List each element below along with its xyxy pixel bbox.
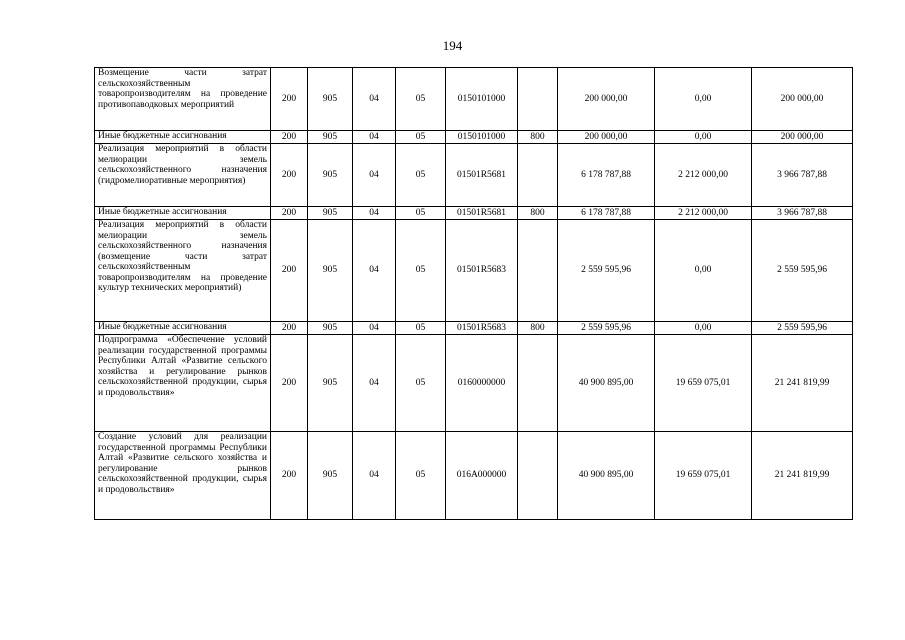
budget-table bbox=[94, 67, 853, 520]
cell-amount-3: 200 000,00 bbox=[752, 68, 853, 131]
cell-code: 200 bbox=[271, 144, 308, 207]
table-row bbox=[95, 207, 853, 220]
cell-code: 200 bbox=[271, 68, 308, 131]
cell-code: 200 bbox=[271, 335, 308, 432]
cell-amount-3: 2 559 595,96 bbox=[752, 322, 853, 335]
cell-section: 04 bbox=[353, 220, 396, 322]
cell-subsection: 05 bbox=[396, 207, 446, 220]
cell-name: Создание условий для реализации государственной программы Республики Алтай «Развитие сельского хозяйства и регулирование рынков сельскохозяйственной продукции, сырья и продовольствия» bbox=[95, 432, 271, 520]
cell-ministry: 905 bbox=[308, 322, 353, 335]
cell-amount-2: 19 659 075,01 bbox=[655, 432, 752, 520]
table-row bbox=[95, 220, 853, 322]
cell-target-article: 01501R5683 bbox=[446, 322, 518, 335]
cell-amount-3: 200 000,00 bbox=[752, 131, 853, 144]
cell-amount-2: 0,00 bbox=[655, 322, 752, 335]
cell-amount-total: 40 900 895,00 bbox=[558, 335, 655, 432]
cell-name: Подпрограмма «Обеспечение условий реализации государственной программы Республики Алтай «Развитие сельского хозяйства и регулирование рынков сельскохозяйственной продукции, сырья и продовольствия» bbox=[95, 335, 271, 432]
cell-name: Реализация мероприятий в области мелиорации земель сельскохозяйственного назначения (гидромелиоративные мероприятия) bbox=[95, 144, 271, 207]
cell-name: Возмещение части затрат сельскохозяйственным товаропроизводителям на проведение противопаводковых мероприятий bbox=[95, 68, 271, 131]
cell-expense-type bbox=[518, 335, 558, 432]
cell-target-article: 0160000000 bbox=[446, 335, 518, 432]
cell-expense-type: 800 bbox=[518, 322, 558, 335]
cell-subsection: 05 bbox=[396, 144, 446, 207]
cell-name: Иные бюджетные ассигнования bbox=[95, 322, 271, 335]
cell-section: 04 bbox=[353, 322, 396, 335]
cell-ministry: 905 bbox=[308, 335, 353, 432]
cell-section: 04 bbox=[353, 144, 396, 207]
table-row bbox=[95, 335, 853, 432]
cell-code: 200 bbox=[271, 432, 308, 520]
table-row bbox=[95, 68, 853, 131]
cell-ministry: 905 bbox=[308, 207, 353, 220]
budget-table-body bbox=[95, 68, 853, 520]
cell-target-article: 01501R5683 bbox=[446, 220, 518, 322]
cell-target-article: 01501R5681 bbox=[446, 207, 518, 220]
cell-amount-3: 21 241 819,99 bbox=[752, 432, 853, 520]
cell-name: Иные бюджетные ассигнования bbox=[95, 131, 271, 144]
cell-subsection: 05 bbox=[396, 322, 446, 335]
cell-amount-total: 6 178 787,88 bbox=[558, 207, 655, 220]
table-row bbox=[95, 322, 853, 335]
cell-amount-total: 200 000,00 bbox=[558, 131, 655, 144]
cell-ministry: 905 bbox=[308, 68, 353, 131]
cell-code: 200 bbox=[271, 220, 308, 322]
cell-code: 200 bbox=[271, 207, 308, 220]
cell-amount-total: 6 178 787,88 bbox=[558, 144, 655, 207]
cell-amount-2: 19 659 075,01 bbox=[655, 335, 752, 432]
cell-code: 200 bbox=[271, 131, 308, 144]
cell-target-article: 01501R5681 bbox=[446, 144, 518, 207]
cell-code: 200 bbox=[271, 322, 308, 335]
cell-section: 04 bbox=[353, 131, 396, 144]
cell-amount-total: 40 900 895,00 bbox=[558, 432, 655, 520]
cell-amount-total: 2 559 595,96 bbox=[558, 322, 655, 335]
cell-section: 04 bbox=[353, 335, 396, 432]
cell-subsection: 05 bbox=[396, 131, 446, 144]
cell-amount-3: 3 966 787,88 bbox=[752, 207, 853, 220]
cell-amount-3: 21 241 819,99 bbox=[752, 335, 853, 432]
cell-expense-type: 800 bbox=[518, 207, 558, 220]
cell-amount-3: 2 559 595,96 bbox=[752, 220, 853, 322]
cell-subsection: 05 bbox=[396, 432, 446, 520]
cell-target-article: 0150101000 bbox=[446, 68, 518, 131]
cell-subsection: 05 bbox=[396, 68, 446, 131]
cell-amount-total: 2 559 595,96 bbox=[558, 220, 655, 322]
cell-amount-2: 2 212 000,00 bbox=[655, 144, 752, 207]
cell-amount-2: 0,00 bbox=[655, 68, 752, 131]
table-row bbox=[95, 432, 853, 520]
cell-name: Реализация мероприятий в области мелиорации земель сельскохозяйственного назначения (возмещение части затрат сельскохозяйственным товаропроизводителям на проведение культур технических мероприятий) bbox=[95, 220, 271, 322]
cell-target-article: 016A000000 bbox=[446, 432, 518, 520]
cell-ministry: 905 bbox=[308, 432, 353, 520]
cell-ministry: 905 bbox=[308, 220, 353, 322]
cell-target-article: 0150101000 bbox=[446, 131, 518, 144]
cell-expense-type: 800 bbox=[518, 131, 558, 144]
cell-amount-2: 0,00 bbox=[655, 131, 752, 144]
cell-subsection: 05 bbox=[396, 220, 446, 322]
cell-section: 04 bbox=[353, 207, 396, 220]
cell-ministry: 905 bbox=[308, 131, 353, 144]
cell-name: Иные бюджетные ассигнования bbox=[95, 207, 271, 220]
cell-expense-type bbox=[518, 220, 558, 322]
cell-ministry: 905 bbox=[308, 144, 353, 207]
cell-section: 04 bbox=[353, 432, 396, 520]
page-number: 194 bbox=[442, 38, 463, 53]
cell-expense-type bbox=[518, 432, 558, 520]
cell-expense-type bbox=[518, 68, 558, 131]
cell-subsection: 05 bbox=[396, 335, 446, 432]
table-row bbox=[95, 144, 853, 207]
cell-amount-3: 3 966 787,88 bbox=[752, 144, 853, 207]
cell-amount-2: 2 212 000,00 bbox=[655, 207, 752, 220]
cell-amount-2: 0,00 bbox=[655, 220, 752, 322]
table-row bbox=[95, 131, 853, 144]
cell-amount-total: 200 000,00 bbox=[558, 68, 655, 131]
cell-section: 04 bbox=[353, 68, 396, 131]
cell-expense-type bbox=[518, 144, 558, 207]
